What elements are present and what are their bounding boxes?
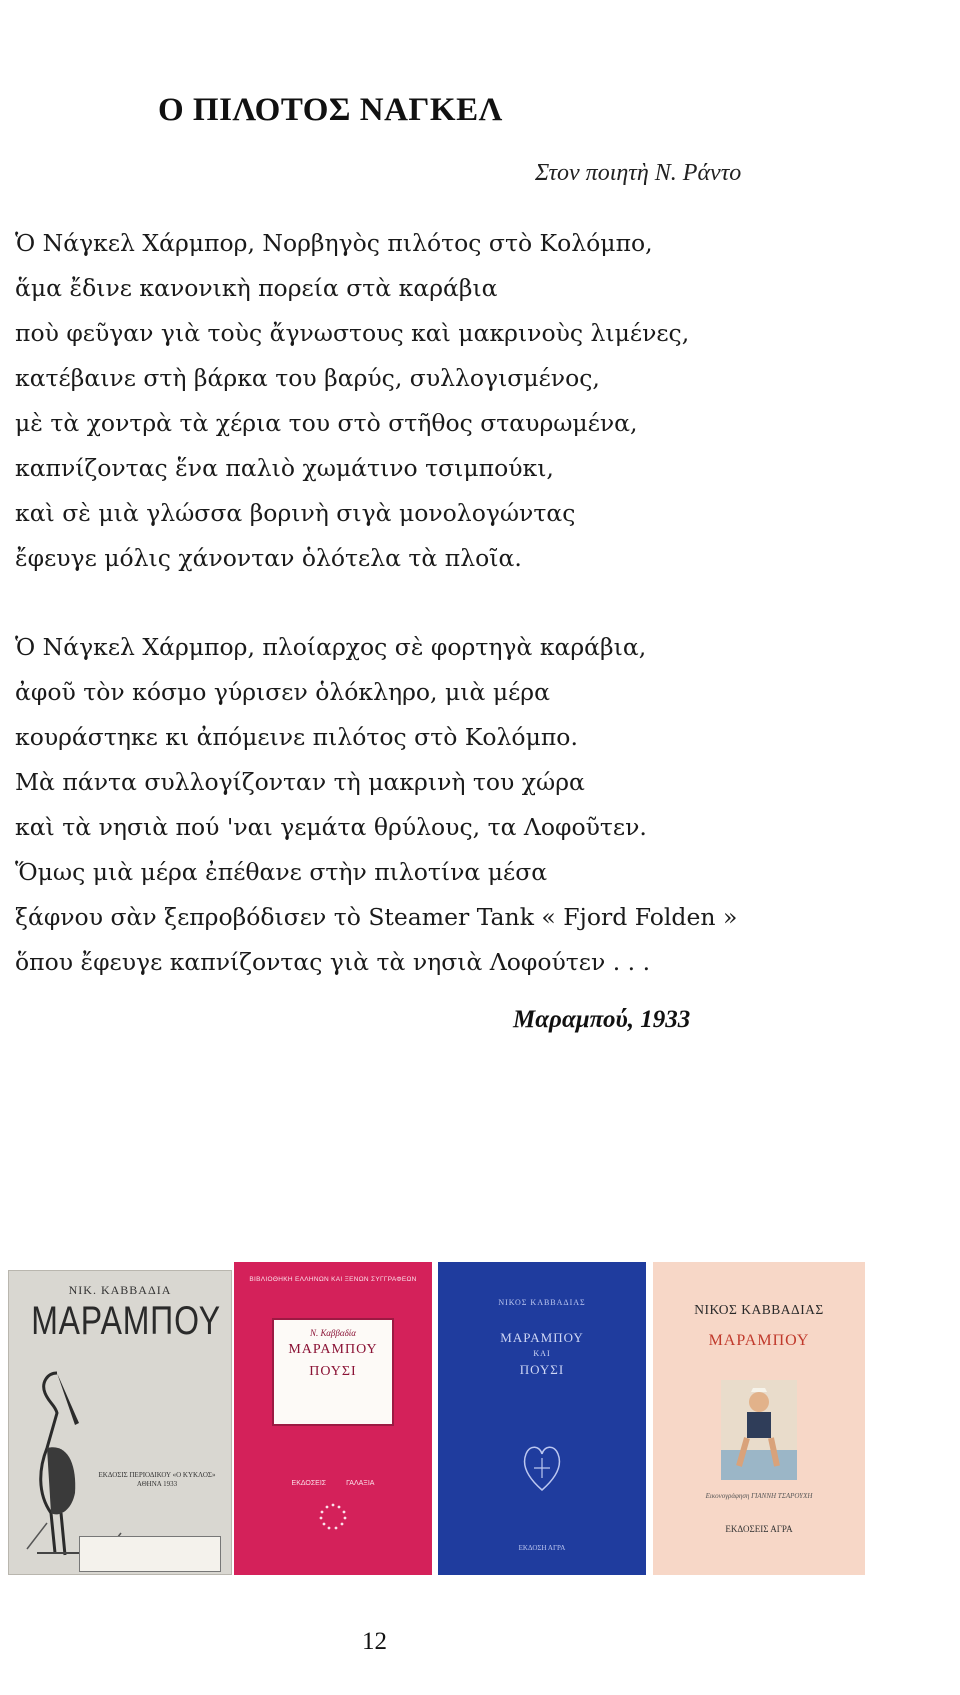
verse-line: Ὅμως μιὰ μέρα ἐπέθανε στὴν πιλοτίνα μέσα <box>15 858 548 886</box>
verse-line: ἔφευγε μόλις χάνονταν ὁλότελα τὰ πλοῖα. <box>15 544 522 572</box>
cover-author: ΝΙΚ. ΚΑΒΒΑΔΙΑ <box>68 1283 172 1297</box>
verse-line: καπνίζοντας ἕνα παλιὸ χωμάτινο τσιμπούκι, <box>15 454 554 482</box>
star-circle-icon <box>318 1502 348 1532</box>
cover-title-block <box>438 1330 646 1378</box>
cover-conjunction: ΚΑΙ <box>533 1349 551 1358</box>
verse-line: ξάφνου σὰν ξεπροβόδισεν τὸ Steamer Tank « Fjord Folden » <box>15 903 738 931</box>
verse-line: μὲ τὰ χοντρὰ τὰ χέρια του στὸ στῆθος σταυρωμένα, <box>15 409 638 437</box>
book-cover-agra-peach <box>653 1262 865 1575</box>
page-number: 12 <box>362 1628 387 1655</box>
cover-title: ΜΑΡΑΜΠΟΥ <box>500 1330 584 1345</box>
cover-author: ΝΙΚΟΣ ΚΑΒΒΑΔΙΑΣ <box>694 1302 824 1317</box>
book-cover-1933 <box>8 1270 232 1575</box>
verse-line: ἅμα ἔδινε κανονικὴ πορεία στὰ καράβια <box>15 274 498 302</box>
signature: Μαραμπού, 1933 <box>513 1006 691 1033</box>
cover-publisher: ΕΚΔΟΣΕΙΣ ΑΓΡΑ <box>725 1524 793 1534</box>
verse-line: Ὁ Νάγκελ Χάρμπορ, Νορβηγὸς πιλότος στὸ Κολόμπο, <box>15 229 653 257</box>
cover-publisher-left: ΕΚΔΟΣΕΙΣ <box>291 1480 327 1487</box>
verse-line: Ὁ Νάγκελ Χάρμπορ, πλοίαρχος σὲ φορτηγὰ καράβια, <box>15 633 647 661</box>
stanza-2 <box>15 625 737 985</box>
verse-line: καὶ τὰ νησιὰ πού 'ναι γεμάτα θρύλους, τα Λοφοῦτεν. <box>15 813 647 841</box>
cover-publisher <box>234 1480 432 1487</box>
verse-line: ἀφοῦ τὸν κόσμο γύρισεν ὁλόκληρο, μιὰ μέρα <box>15 678 550 706</box>
cover-author: ΝΙΚΟΣ ΚΑΒΒΑΔΙΑΣ <box>498 1298 586 1307</box>
cover-series: ΒΙΒΛΙΟΘΗΚΗ ΕΛΛΗΝΩΝ ΚΑΙ ΞΕΝΩΝ ΣΥΓΓΡΑΦΕΩΝ <box>249 1276 417 1283</box>
book-cover-galaxia <box>234 1262 432 1575</box>
dedication: Στον ποιητὴ Ν. Ράντο <box>535 160 742 186</box>
stanza-1 <box>15 221 689 581</box>
cover-title-box <box>272 1318 394 1426</box>
stork-illustration-icon <box>17 1353 127 1563</box>
cover-publisher-right: ΓΑΛΑΞΙΑ <box>346 1480 375 1487</box>
sailor-illustration-icon <box>721 1380 797 1480</box>
cover-publisher: ΕΚΔΟΣΗ ΑΓΡΑ <box>518 1544 566 1552</box>
verse-line: καὶ σὲ μιὰ γλώσσα βορινὴ σιγὰ μονολογώντας <box>15 499 576 527</box>
book-covers <box>8 1262 864 1577</box>
cover-publisher: ΕΚΔΟΣΙΣ ΠΕΡΙΟΔΙΚΟΥ «Ο ΚΥΚΛΟΣ» ΑΘΗΝΑ 1933 <box>98 1471 216 1488</box>
book-cover-agra-blue <box>438 1262 646 1575</box>
cover-title: ΜΑΡΑΜΠΟΥ <box>708 1332 810 1349</box>
cover-title-2: ΠΟΥΣΙ <box>309 1364 357 1379</box>
verse-line: κατέβαινε στὴ βάρκα του βαρύς, συλλογισμένος, <box>15 364 600 392</box>
cover-title-2: ΠΟΥΣΙ <box>519 1362 565 1377</box>
cover-credit: Εικονογράφηση ΓΙΑΝΝΗ ΤΣΑΡΟΥΧΗ <box>705 1492 813 1500</box>
verse-line: Μὰ πάντα συλλογίζονταν τὴ μακρινὴ του χώρα <box>15 768 585 796</box>
cover-title: ΜΑΡΑΜΠΟΥ <box>288 1342 378 1357</box>
poem-title: Ο ΠΙΛΟΤΟΣ ΝΑΓΚΕΛ <box>158 92 503 128</box>
cover-label-sticker <box>79 1536 221 1572</box>
verse-line: κουράστηκε κι ἀπόμεινε πιλότος στὸ Κολόμπο. <box>15 723 578 751</box>
cover-title: ΜΑΡΑΜΠΟΥ <box>31 1299 221 1343</box>
verse-line: ποὺ φεῦγαν γιὰ τοὺς ἄγνωστους καὶ μακρινοὺς λιμένες, <box>15 319 690 347</box>
verse-line: ὅπου ἔφευγε καπνίζοντας γιὰ τὰ νησιὰ Λοφούτεν . . . <box>15 948 651 976</box>
heart-emblem-icon <box>520 1438 564 1494</box>
cover-author: Ν. Καββαδία <box>309 1328 357 1338</box>
